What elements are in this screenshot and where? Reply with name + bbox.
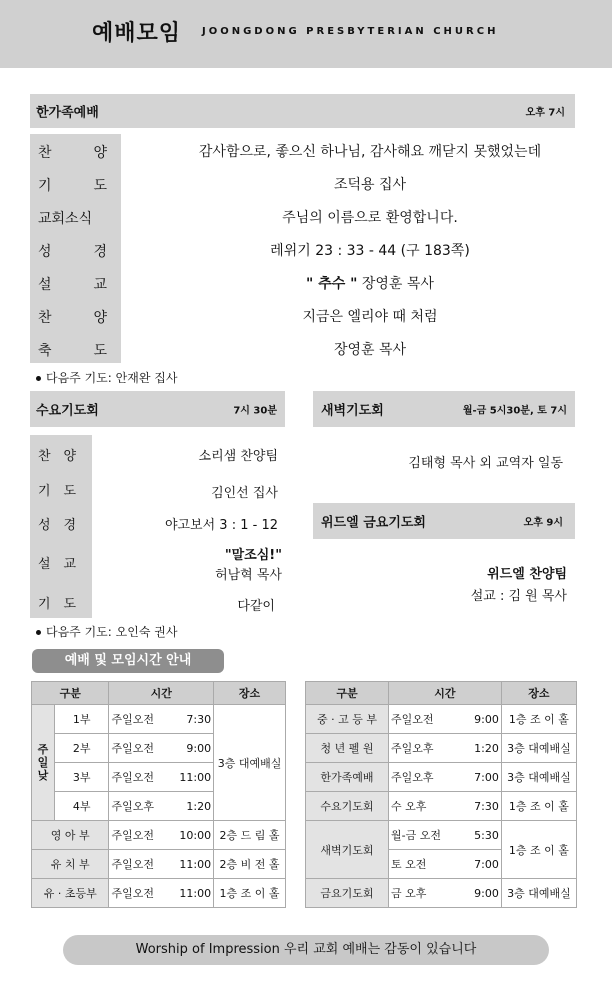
family-row-hymn — [30, 134, 575, 167]
service-name: 유 · 초등부 — [32, 879, 109, 908]
dawn-content: 김태형 목사 외 교역자 일동 — [408, 456, 563, 471]
table-row — [32, 821, 286, 850]
service-name: 3부 — [55, 763, 109, 792]
service-day: 토 오전 — [389, 850, 462, 879]
sunday-label: 주일낮 — [32, 705, 55, 821]
wed-row-value: 소리샘 찬양팀 — [198, 449, 278, 464]
service-place: 3층 대예배실 — [501, 879, 576, 908]
schedule-table-right — [305, 681, 577, 908]
church-name: JOONGDONG PRESBYTERIAN CHURCH — [202, 26, 499, 37]
service-time: 10:00 — [168, 821, 214, 850]
service-time: 9:00 — [462, 879, 501, 908]
service-time: 11:00 — [168, 850, 214, 879]
service-day: 금 오후 — [389, 879, 462, 908]
row-label: 설 교 — [38, 277, 108, 293]
table-row — [32, 879, 286, 908]
dawn-title: 새벽기도회 — [321, 403, 384, 419]
service-name: 수요기도회 — [306, 792, 389, 821]
service-time: 11:00 — [168, 879, 214, 908]
table-row — [32, 850, 286, 879]
service-place: 1층 조 이 홀 — [214, 879, 286, 908]
bullet-icon — [36, 630, 41, 635]
wed-row-value: 김인선 집사 — [211, 486, 278, 501]
family-row-scripture — [30, 233, 575, 266]
service-day: 주일오전 — [109, 705, 168, 734]
friday-time: 오후 9시 — [523, 517, 563, 529]
dawn-header — [313, 391, 575, 427]
friday-title: 위드엘 금요기도회 — [321, 515, 426, 531]
wed-row-label: 기 도 — [38, 597, 77, 612]
service-time: 1:20 — [462, 734, 501, 763]
row-value — [170, 273, 570, 293]
sermon-title: " 추수 " — [306, 275, 358, 292]
page-title: 예배모임 — [92, 21, 182, 46]
table-row — [306, 879, 577, 908]
service-day: 주일오후 — [389, 763, 462, 792]
service-place: 3층 대예배실 — [501, 734, 576, 763]
service-name: 2부 — [55, 734, 109, 763]
row-label: 교회소식 — [38, 211, 93, 227]
header-place: 장소 — [501, 682, 576, 705]
friday-content-bold: 위드엘 찬양팀 — [487, 567, 567, 582]
family-worship-time: 오후 7시 — [525, 107, 565, 119]
wednesday-time: 7시 30분 — [233, 405, 277, 417]
service-time: 7:00 — [462, 763, 501, 792]
service-place: 1층 조 이 홀 — [501, 821, 576, 879]
schedule-banner: 예배 및 모임시간 안내 — [32, 649, 224, 673]
family-worship-title: 한가족예배 — [36, 105, 99, 121]
service-day: 주일오전 — [389, 705, 462, 734]
sunday-place: 3층 대예배실 — [214, 705, 286, 821]
table-row — [306, 792, 577, 821]
dawn-time: 월-금 5시30분, 토 7시 — [462, 405, 567, 417]
service-day: 수 오후 — [389, 792, 462, 821]
service-name: 1부 — [55, 705, 109, 734]
wed-row-label: 기 도 — [38, 484, 77, 499]
friday-header — [313, 503, 575, 539]
row-label: 성 경 — [38, 244, 108, 260]
service-time: 7:00 — [462, 850, 501, 879]
table-row — [306, 821, 577, 850]
wed-preacher: 허남혁 목사 — [215, 568, 282, 583]
service-name: 금요기도회 — [306, 879, 389, 908]
service-name: 4부 — [55, 792, 109, 821]
family-row-hymn2 — [30, 299, 575, 332]
friday-content: 설교 : 김 원 목사 — [470, 589, 567, 604]
service-day: 주일오후 — [109, 792, 168, 821]
table-row — [306, 763, 577, 792]
service-day: 주일오전 — [109, 763, 168, 792]
next-prayer-text: 다음주 기도: 오인숙 권사 — [46, 625, 178, 639]
table-row — [306, 705, 577, 734]
wed-row-label: 찬 양 — [38, 449, 77, 464]
family-row-news — [30, 200, 575, 233]
header-time: 시간 — [109, 682, 214, 705]
family-row-sermon — [30, 266, 575, 299]
service-time: 7:30 — [168, 705, 214, 734]
wednesday-next-prayer — [36, 623, 177, 640]
row-label: 기 도 — [38, 178, 108, 194]
wed-row-value: 다같이 — [237, 599, 275, 614]
service-name: 영 아 부 — [32, 821, 109, 850]
service-place: 1층 조 이 홀 — [501, 705, 576, 734]
wed-row-label: 성 경 — [38, 518, 77, 533]
service-day: 주일오전 — [109, 734, 168, 763]
service-time: 7:30 — [462, 792, 501, 821]
family-next-prayer — [36, 369, 177, 386]
row-value: 장영훈 목사 — [333, 341, 407, 358]
header-time: 시간 — [389, 682, 502, 705]
wednesday-title: 수요기도회 — [36, 403, 99, 419]
service-time: 9:00 — [462, 705, 501, 734]
service-name: 중 · 고 등 부 — [306, 705, 389, 734]
header-place: 장소 — [214, 682, 286, 705]
wed-sermon-title: "말조심!" — [224, 548, 282, 563]
row-value: 감사함으로, 좋으신 하나님, 감사해요 깨닫지 못했었는데 — [198, 143, 542, 160]
preacher: 장영훈 목사 — [357, 275, 434, 292]
service-place: 3층 대예배실 — [501, 763, 576, 792]
row-value: 지금은 엘리야 때 처럼 — [302, 308, 438, 325]
service-day: 주일오후 — [389, 734, 462, 763]
row-value: 주님의 이름으로 환영합니다. — [282, 209, 458, 226]
wed-row-label: 설 교 — [38, 557, 77, 572]
row-label: 축 도 — [38, 343, 108, 359]
service-time: 9:00 — [168, 734, 214, 763]
service-time: 5:30 — [462, 821, 501, 850]
header-category: 구분 — [32, 682, 109, 705]
service-day: 주일오전 — [109, 821, 168, 850]
service-name: 한가족예배 — [306, 763, 389, 792]
header-category: 구분 — [306, 682, 389, 705]
row-label: 찬 양 — [38, 145, 108, 161]
family-row-benediction — [30, 332, 575, 365]
service-day: 주일오전 — [109, 879, 168, 908]
service-day: 월-금 오전 — [389, 821, 462, 850]
service-place: 2층 비 전 홀 — [214, 850, 286, 879]
row-value: 레위기 23 : 33 - 44 (구 183쪽) — [270, 242, 470, 259]
service-time: 1:20 — [168, 792, 214, 821]
wednesday-header — [30, 391, 285, 427]
next-prayer-text: 다음주 기도: 안재완 집사 — [46, 371, 178, 385]
family-worship-header — [30, 94, 575, 128]
table-row — [32, 705, 286, 734]
service-place: 1층 조 이 홀 — [501, 792, 576, 821]
service-name: 새벽기도회 — [306, 821, 389, 879]
row-value: 조덕용 집사 — [333, 176, 407, 193]
row-label: 찬 양 — [38, 310, 108, 326]
footer-slogan: Worship of Impression 우리 교회 예배는 감동이 있습니다 — [63, 935, 549, 965]
family-row-prayer — [30, 167, 575, 200]
bullet-icon — [36, 376, 41, 381]
service-day: 주일오전 — [109, 850, 168, 879]
service-name: 유 치 부 — [32, 850, 109, 879]
wed-row-value: 야고보서 3 : 1 - 12 — [164, 518, 278, 533]
table-row — [306, 734, 577, 763]
schedule-table-left — [31, 681, 286, 908]
service-place: 2층 드 림 홀 — [214, 821, 286, 850]
service-name: 청 년 펠 원 — [306, 734, 389, 763]
service-time: 11:00 — [168, 763, 214, 792]
